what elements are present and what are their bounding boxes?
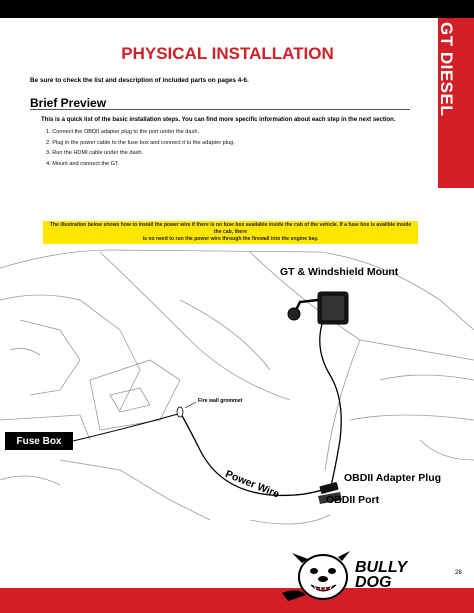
bulldog-logo-icon [278,545,358,607]
warning-box [43,221,418,244]
brand-line-2: DOG [355,574,392,591]
cab-pillar [325,340,360,470]
step-item: 3. Run the HDMI cable under the dash. [46,150,144,157]
fire-wall-grommet [177,407,183,417]
grommet-pointer [185,402,196,408]
installation-illustration [0,246,474,564]
warning-line-1: The illustration below shows how to install the power wire if there is no fuse box available inside the cab of the vehicle. If a fuse box is availble inside the cab, there [49,222,412,235]
obd-plug-label: OBDII Adapter Plug [344,472,442,484]
power-wire-label: Power Wire [223,468,281,501]
gt-device [288,292,348,324]
intro-text: Be sure to check the list and description of included parts on pages 4-6. [30,77,249,84]
top-black-bar [0,0,474,18]
page-number: 28 [455,570,462,576]
dash-outline [100,252,290,400]
gt-mount-label: GT & Windshield Mount [280,266,399,278]
side-tab-text: GT DIESEL [437,22,456,117]
section-heading: Brief Preview [30,96,107,110]
hood-outline [0,250,474,330]
step-item: 4. Mount and connect the GT. [46,161,120,168]
bottom-red-bar [0,588,474,613]
fuse-box-label: Fuse Box [5,432,73,450]
fuse-wire [73,414,178,441]
section-summary: This is a quick list of the basic installation steps. You can find more specific information about each step in the next section. [41,117,396,123]
grommet-label: Fire wall grommet [198,398,243,404]
warning-line-2: is no need to run the power wire through the firewall into the engine bay. [142,236,319,242]
step-item: 1. Connect the OBDII adapter plug to the port under the dash. [46,129,199,135]
brand-line-1: BULLY [355,559,408,576]
steps-list [46,127,235,170]
section-divider [30,109,410,110]
page-title: PHYSICAL INSTALLATION [121,44,334,63]
obd-port-label: OBDII Port [326,494,380,506]
step-item: 2. Plug in the power cable to the fuse box and connect it to the adapter plug. [46,139,235,146]
obd-adapter [319,482,338,494]
brand-name [355,560,407,590]
